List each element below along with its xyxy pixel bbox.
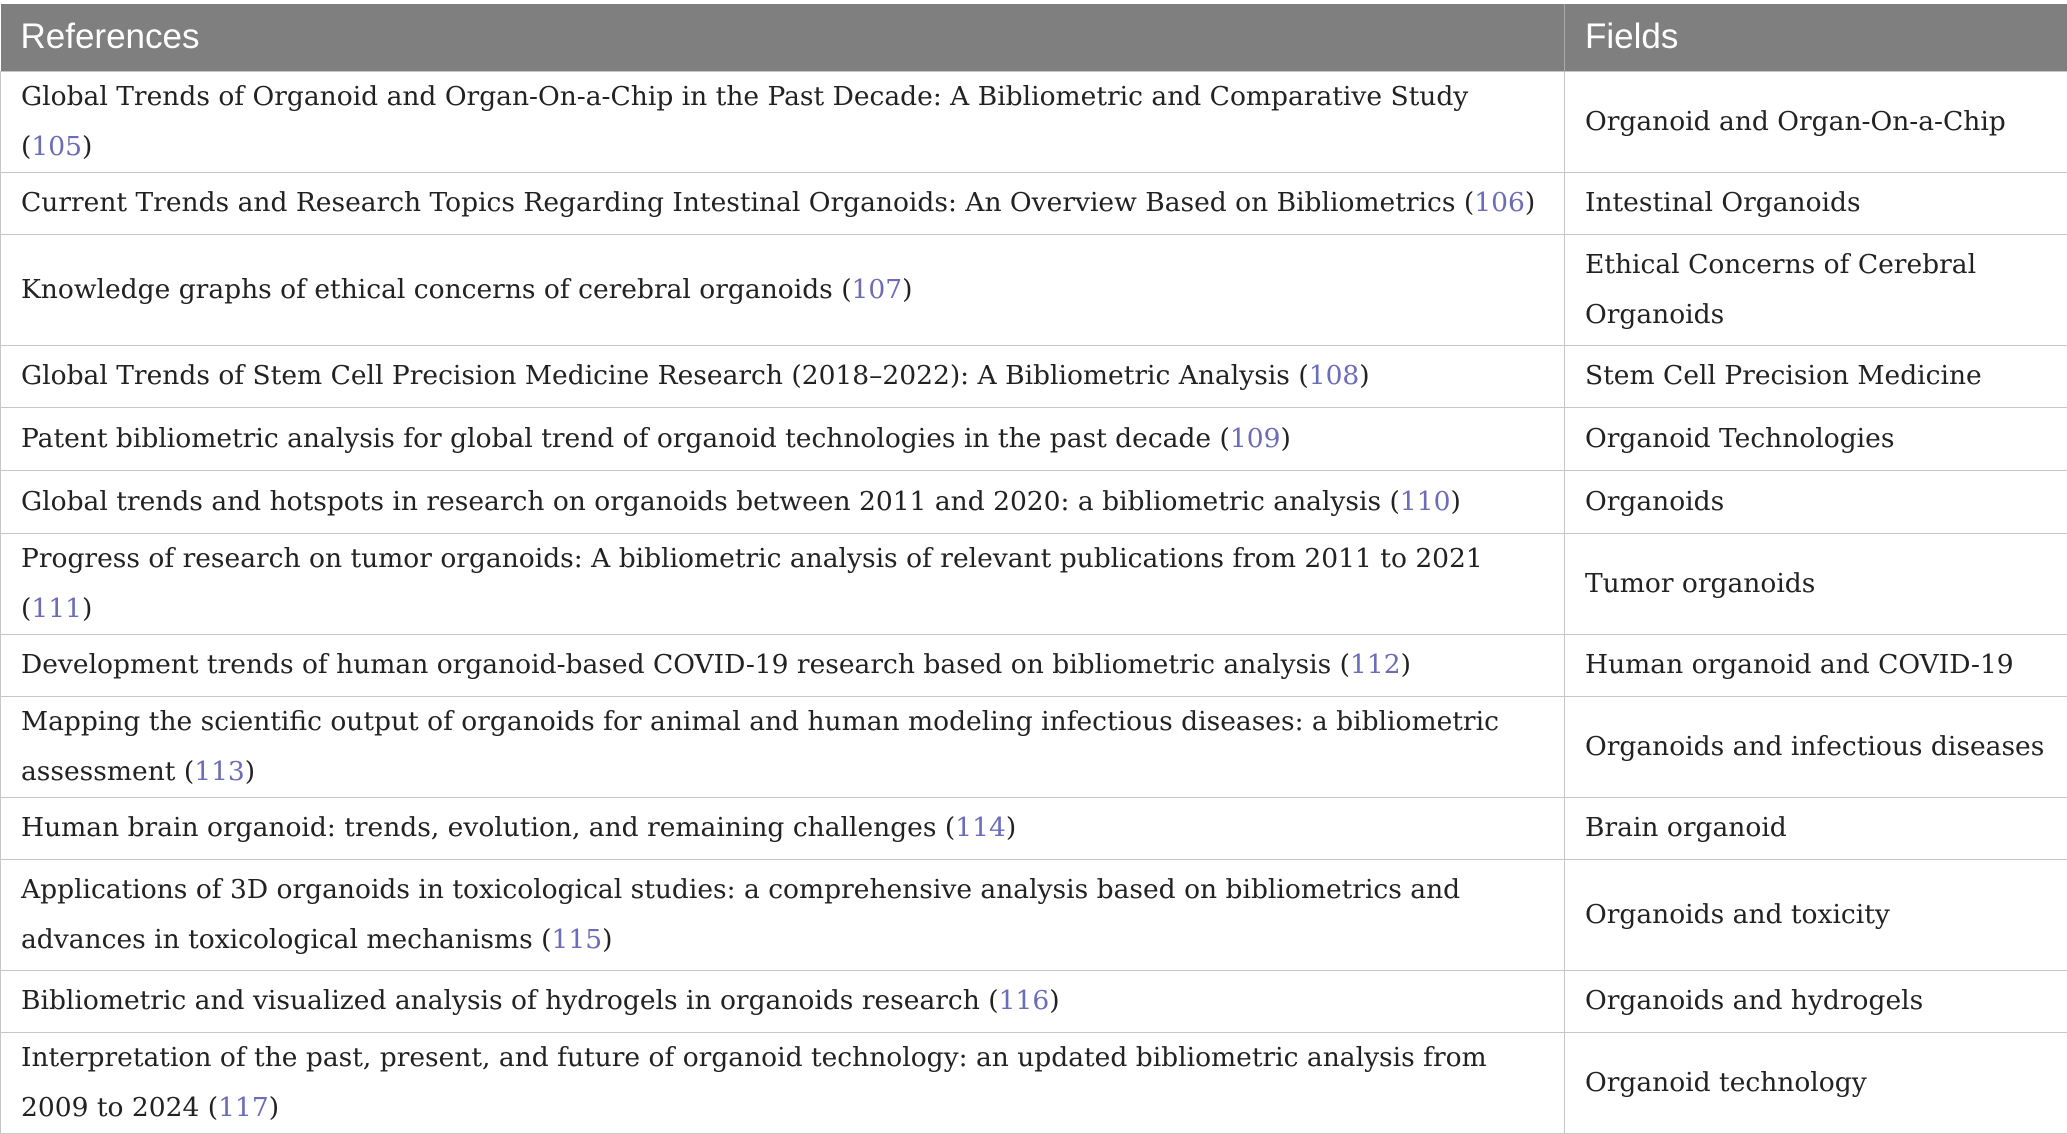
reference-link[interactable]: 113 [194, 756, 245, 787]
table-row [1, 345, 2067, 407]
reference-title: Development trends of human organoid-based COVID-19 research based on bibliometric analysis [21, 649, 1331, 680]
field-cell: Tumor organoids [1565, 533, 2067, 634]
reference-link[interactable]: 116 [999, 985, 1050, 1016]
reference-title: Knowledge graphs of ethical concerns of cerebral organoids [21, 274, 833, 305]
reference-title: Human brain organoid: trends, evolution, and remaining challenges [21, 812, 936, 843]
field-cell: Organoids [1565, 470, 2067, 533]
field-cell: Organoid Technologies [1565, 407, 2067, 470]
header-fields: Fields [1565, 4, 2067, 71]
reference-link[interactable]: 109 [1230, 423, 1281, 454]
reference-link[interactable]: 114 [955, 812, 1006, 843]
field-cell: Organoid and Organ-On-a-Chip [1565, 71, 2067, 172]
reference-title: Applications of 3D organoids in toxicological studies: a comprehensive analysis based on bibliometrics and advances in toxicological mechanisms [21, 874, 1460, 955]
field-cell: Organoids and toxicity [1565, 859, 2067, 970]
table-row [1, 797, 2067, 859]
reference-title: Current Trends and Research Topics Regarding Intestinal Organoids: An Overview Based on Bibliometrics [21, 187, 1455, 218]
table-header [1, 4, 2067, 71]
reference-cell: Bibliometric and visualized analysis of hydrogels in organoids research (116) [1, 970, 1565, 1032]
field-cell: Stem Cell Precision Medicine [1565, 345, 2067, 407]
table-body [1, 71, 2067, 1133]
reference-link[interactable]: 115 [552, 924, 603, 955]
references-table-container [0, 4, 2067, 1134]
reference-link[interactable]: 117 [218, 1092, 269, 1123]
field-cell: Ethical Concerns of Cerebral Organoids [1565, 234, 2067, 345]
reference-cell: Mapping the scientific output of organoids for animal and human modeling infectious diseases: a bibliometric assessment (113) [1, 696, 1565, 797]
reference-cell: Development trends of human organoid-based COVID-19 research based on bibliometric analysis (112) [1, 634, 1565, 696]
reference-title: Global trends and hotspots in research on organoids between 2011 and 2020: a bibliometric analysis [21, 486, 1381, 517]
reference-link[interactable]: 105 [31, 131, 82, 162]
field-cell: Organoids and hydrogels [1565, 970, 2067, 1032]
reference-link[interactable]: 111 [31, 593, 82, 624]
reference-cell: Applications of 3D organoids in toxicological studies: a comprehensive analysis based on bibliometrics and advances in toxicological mechanisms (115) [1, 859, 1565, 970]
table-row [1, 71, 2067, 172]
table-row [1, 470, 2067, 533]
reference-link[interactable]: 110 [1400, 486, 1451, 517]
table-row [1, 1032, 2067, 1133]
table-row [1, 172, 2067, 234]
reference-cell: Global Trends of Organoid and Organ-On-a-Chip in the Past Decade: A Bibliometric and Comparative Study (105) [1, 71, 1565, 172]
field-cell: Human organoid and COVID-19 [1565, 634, 2067, 696]
reference-cell: Global Trends of Stem Cell Precision Medicine Research (2018–2022): A Bibliometric Analysis (108) [1, 345, 1565, 407]
reference-link[interactable]: 112 [1350, 649, 1401, 680]
reference-link[interactable]: 107 [852, 274, 903, 305]
reference-title: Bibliometric and visualized analysis of hydrogels in organoids research [21, 985, 980, 1016]
reference-title: Patent bibliometric analysis for global trend of organoid technologies in the past decade [21, 423, 1211, 454]
reference-cell: Patent bibliometric analysis for global trend of organoid technologies in the past decade (109) [1, 407, 1565, 470]
header-row [1, 4, 2067, 71]
reference-cell: Global trends and hotspots in research on organoids between 2011 and 2020: a bibliometric analysis (110) [1, 470, 1565, 533]
field-cell: Intestinal Organoids [1565, 172, 2067, 234]
reference-cell: Knowledge graphs of ethical concerns of cerebral organoids (107) [1, 234, 1565, 345]
reference-cell: Human brain organoid: trends, evolution, and remaining challenges (114) [1, 797, 1565, 859]
reference-cell: Interpretation of the past, present, and future of organoid technology: an updated bibliometric analysis from 2009 to 2024 (117) [1, 1032, 1565, 1133]
table-row [1, 970, 2067, 1032]
reference-title: Interpretation of the past, present, and future of organoid technology: an updated bibliometric analysis from 2009 to 2024 [21, 1042, 1487, 1123]
reference-title: Global Trends of Stem Cell Precision Medicine Research (2018–2022): A Bibliometric Analysis [21, 360, 1290, 391]
field-cell: Organoids and infectious diseases [1565, 696, 2067, 797]
reference-cell: Progress of research on tumor organoids: A bibliometric analysis of relevant publications from 2011 to 2021 (111) [1, 533, 1565, 634]
reference-title: Mapping the scientific output of organoids for animal and human modeling infectious diseases: a bibliometric assessment [21, 706, 1499, 787]
reference-title: Progress of research on tumor organoids: A bibliometric analysis of relevant publications from 2011 to 2021 [21, 543, 1483, 574]
references-table [0, 4, 2067, 1134]
table-row [1, 234, 2067, 345]
reference-title: Global Trends of Organoid and Organ-On-a-Chip in the Past Decade: A Bibliometric and Comparative Study [21, 81, 1468, 112]
table-row [1, 696, 2067, 797]
table-row [1, 859, 2067, 970]
reference-link[interactable]: 106 [1474, 187, 1525, 218]
table-row [1, 634, 2067, 696]
header-references: References [1, 4, 1565, 71]
field-cell: Brain organoid [1565, 797, 2067, 859]
field-cell: Organoid technology [1565, 1032, 2067, 1133]
reference-cell: Current Trends and Research Topics Regarding Intestinal Organoids: An Overview Based on Bibliometrics (106) [1, 172, 1565, 234]
reference-link[interactable]: 108 [1309, 360, 1360, 391]
table-row [1, 533, 2067, 634]
table-row [1, 407, 2067, 470]
